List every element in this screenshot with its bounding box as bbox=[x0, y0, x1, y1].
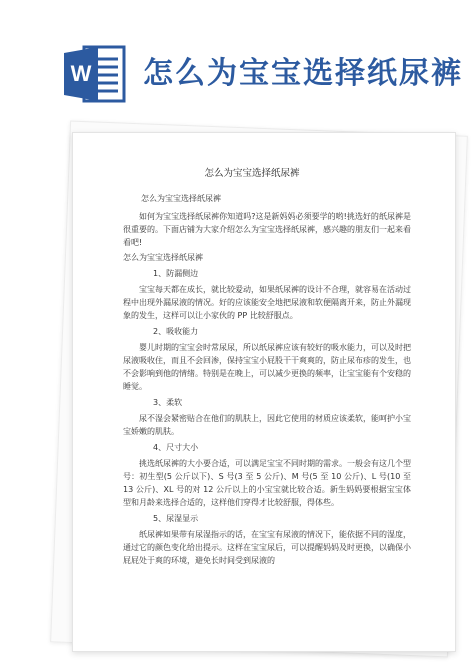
section-body: 挑选纸尿裤的大小要合适，可以满足宝宝不同时期的需求。一般会有这几个型号：初生型(5 公斤以下)、S 号(3 至 5 公斤)、M 号(5 至 10 公斤)、L 号(10 至 13 公斤)、XL 号的对 12 公斤以上的小宝宝就比较合适。新生妈妈要根据宝宝体型和月龄来选择合适的，这样他们穿得才比较舒服，得体些。 bbox=[123, 459, 411, 507]
svg-text:W: W bbox=[70, 61, 92, 86]
intro-paragraph: 如何为宝宝选择纸尿裤你知道吗?这是新妈妈必须要学的哟!挑选好的纸尿裤是很重要的。下面店铺为大家介绍怎么为宝宝选择纸尿裤，感兴趣的朋友们一起来看看吧! bbox=[123, 212, 411, 247]
section-body: 婴儿时期的宝宝会时常尿尿，所以纸尿裤应该有较好的吸水能力，可以及时把尿液吸收住，而且不会回渗，保持宝宝小屁股干干爽爽的，防止尿布疹的发生，也不会影响到他的情绪。特别是在晚上，可以减少更换的频率，让宝宝能有个安稳的睡觉。 bbox=[123, 343, 411, 391]
section-title: 1、防漏侧边 bbox=[153, 269, 199, 278]
section-title: 3、柔软 bbox=[153, 398, 183, 407]
section-body: 尿不湿会紧密贴合在他们的肌肤上，因此它使用的材质应该柔软，能呵护小宝宝娇嫩的肌肤。 bbox=[123, 414, 411, 436]
section-title: 2、吸收能力 bbox=[153, 327, 199, 336]
word-document-icon bbox=[62, 43, 128, 105]
document-page bbox=[72, 132, 456, 652]
section-body: 纸尿裤如果带有尿湿指示的话，在宝宝有尿液的情况下，能依据不同的湿度，通过它的颜色变化给出提示。这样在宝宝尿后，可以提醒妈妈及时更换，以确保小屁屁处于爽的环境，避免长时间受到尿液的 bbox=[123, 530, 411, 565]
header bbox=[0, 0, 474, 120]
section-body: 宝宝每天都在成长，就比较爱动，如果纸尿裤的设计不合理，就容易在活动过程中出现外漏尿液的情况。好的应该能安全地把尿液和软便隔离开来，防止外漏现象的发生，这样可以让小家伙的 PP 比较舒服点。 bbox=[123, 285, 411, 320]
document-title: 怎么为宝宝选择纸尿裤 bbox=[143, 56, 463, 91]
page-subheading: 怎么为宝宝选择纸尿裤 bbox=[141, 194, 221, 203]
intro-tail: 怎么为宝宝选择纸尿裤 bbox=[123, 253, 203, 262]
page-heading: 怎么为宝宝选择纸尿裤 bbox=[204, 168, 300, 179]
section-title: 4、尺寸大小 bbox=[153, 443, 199, 452]
section-title: 5、尿湿显示 bbox=[153, 514, 199, 523]
